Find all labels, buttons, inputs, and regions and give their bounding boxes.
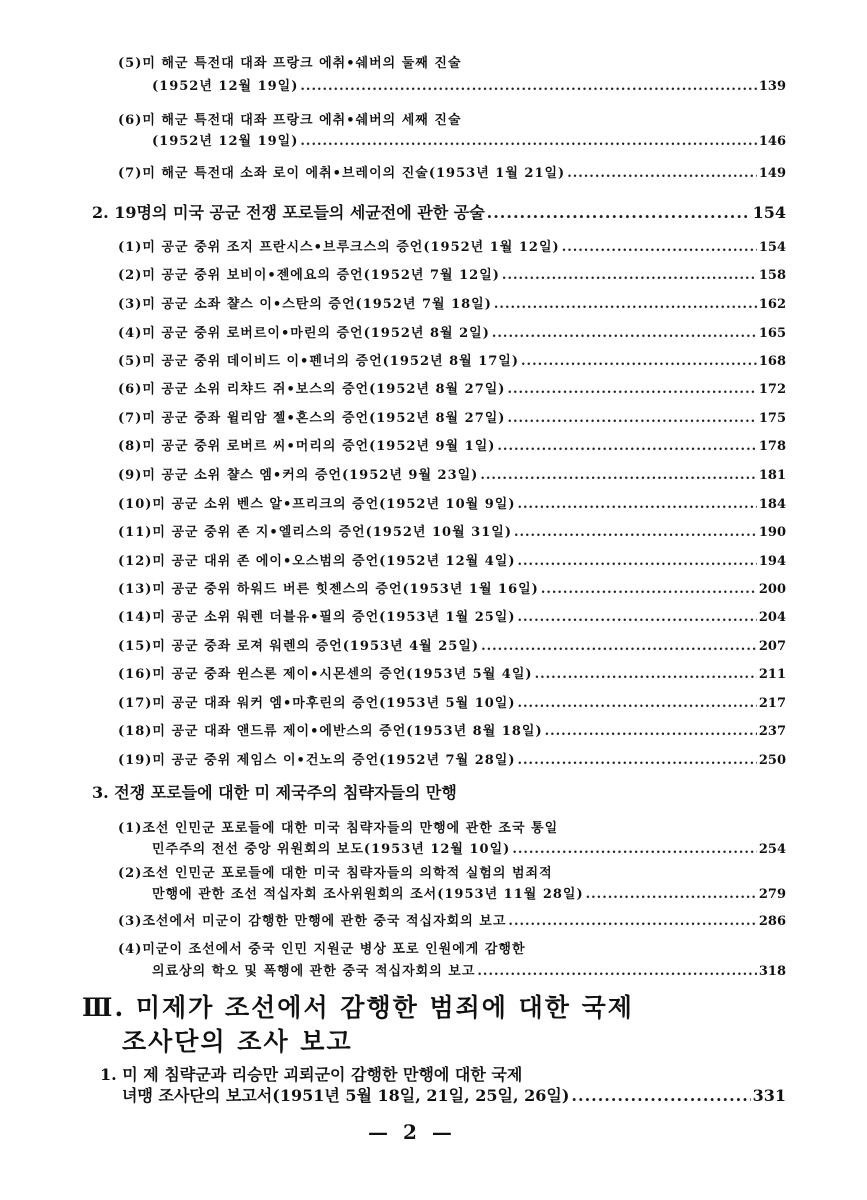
toc-entry-title: (7)미 해군 특전대 소좌 로이 에취•브레이의 진술(1953년 1월 21일) bbox=[118, 166, 566, 181]
toc-entry-title: (6)미 공군 소위 리챠드 쥐•보스의 증언(1952년 8월 27일) bbox=[118, 382, 506, 397]
toc-entry bbox=[152, 130, 786, 149]
toc-entry-page: 181 bbox=[758, 468, 786, 483]
toc-entry-page: 207 bbox=[758, 639, 786, 654]
toc-entry-page: 279 bbox=[758, 887, 786, 902]
toc-entry-page: 211 bbox=[758, 667, 786, 682]
toc-entry bbox=[152, 838, 786, 857]
leader-dots bbox=[480, 468, 757, 483]
toc-entry-line1: 1. 미 제 침략군과 리승만 괴뢰군이 감행한 만행에 대한 국제 bbox=[100, 1065, 523, 1084]
leader-dots bbox=[518, 610, 757, 625]
leader-dots bbox=[300, 79, 756, 94]
toc-entry-title: (4)미 공군 중위 로버르이•마린의 증언(1952년 8월 2일) bbox=[118, 326, 490, 341]
leader-dots bbox=[512, 842, 757, 857]
toc-entry-title: 의료상의 학오 및 폭행에 관한 중국 적십자회의 보고 bbox=[152, 964, 476, 979]
toc-entry-page: 217 bbox=[758, 696, 786, 711]
leader-dots bbox=[518, 753, 757, 768]
toc-entry bbox=[118, 606, 786, 625]
leader-dots bbox=[518, 696, 757, 711]
toc-entry bbox=[118, 293, 786, 312]
leader-dots bbox=[507, 382, 756, 397]
leader-dots bbox=[562, 240, 757, 255]
toc-entry-title: (1952년 12월 19일) bbox=[152, 134, 299, 149]
toc-entry bbox=[118, 550, 786, 569]
toc-entry bbox=[118, 378, 786, 397]
toc-entry-page: 254 bbox=[758, 842, 786, 857]
toc-entry-title: (8)미 공군 중위 로버르 씨•머리의 증언(1952년 9월 1일) bbox=[118, 439, 496, 454]
leader-dots bbox=[586, 887, 757, 902]
leader-dots bbox=[535, 667, 757, 682]
leader-dots bbox=[567, 166, 757, 181]
section-heading bbox=[92, 200, 786, 223]
leader-dots bbox=[508, 914, 756, 929]
leader-dots bbox=[497, 439, 756, 454]
toc-entry-title: (4)미군이 조선에서 중국 인민 지원군 병상 포로 인원에게 감행한 bbox=[118, 942, 526, 957]
toc-entry-title: (2)조선 인민군 포로들에 대한 미국 침략자들의 의학적 실험의 범죄적 bbox=[118, 866, 553, 881]
toc-entry-title: (14)미 공군 소위 워렌 더블유•필의 증언(1953년 1월 25일) bbox=[118, 610, 516, 625]
toc-entry bbox=[118, 521, 786, 540]
toc-entry bbox=[118, 493, 786, 512]
leader-dots bbox=[502, 268, 757, 283]
toc-entry bbox=[118, 862, 786, 881]
toc-entry bbox=[118, 910, 786, 929]
toc-entry bbox=[118, 236, 786, 255]
toc-entry bbox=[118, 635, 786, 654]
toc-entry bbox=[118, 692, 786, 711]
leader-dots bbox=[521, 354, 757, 369]
toc-entry bbox=[118, 749, 786, 768]
toc-entry-page: 331 bbox=[752, 1086, 786, 1105]
toc-entry-page: 286 bbox=[758, 914, 786, 929]
toc-entry bbox=[118, 938, 786, 957]
toc-entry-page: 190 bbox=[758, 525, 786, 540]
toc-entry-page: 237 bbox=[758, 724, 786, 739]
toc-entry-title: (11)미 공군 중위 존 지•엘리스의 증언(1952년 10월 31일) bbox=[118, 525, 512, 540]
toc-entry-page: 172 bbox=[758, 382, 786, 397]
toc-entry bbox=[118, 52, 786, 71]
toc-entry bbox=[118, 720, 786, 739]
toc-entry-page: 200 bbox=[758, 582, 786, 597]
toc-entry-page: 149 bbox=[758, 166, 786, 181]
toc-entry-title: (10)미 공군 소위 벤스 알•프리크의 증언(1952년 10월 9일) bbox=[118, 497, 516, 512]
toc-entry-title: (7)미 공군 중좌 윌리암 젤•혼스의 증언(1952년 8월 27일) bbox=[118, 411, 506, 426]
leader-dots bbox=[541, 582, 757, 597]
toc-entry bbox=[118, 350, 786, 369]
toc-entry-page: 178 bbox=[758, 439, 786, 454]
leader-dots bbox=[477, 964, 756, 979]
toc-entry-title: (1)조선 인민군 포로들에 대한 미국 침략자들의 만행에 관한 조국 통일 bbox=[118, 821, 559, 836]
toc-entry-title: 녀맹 조사단의 보고서(1951년 5월 18일, 21일, 25일, 26일) bbox=[122, 1086, 570, 1105]
toc-entry-title: 만행에 관한 조선 적십자회 조사위원회의 조서(1953년 11월 28일) bbox=[152, 887, 584, 902]
leader-dots bbox=[518, 554, 757, 569]
part-heading-line2: 조사단의 조사 보고 bbox=[122, 1027, 353, 1056]
toc-entry bbox=[152, 883, 786, 902]
toc-entry-page: 175 bbox=[758, 411, 786, 426]
toc-entry-title: (13)미 공군 중위 하워드 버른 힛젠스의 증언(1953년 1월 16일) bbox=[118, 582, 539, 597]
toc-entry-title: (18)미 공군 대좌 앤드류 제이•에반스의 증언(1953년 8월 18일) bbox=[118, 724, 543, 739]
toc-entry-title: (3)조선에서 미군이 감행한 만행에 관한 중국 적십자회의 보고 bbox=[118, 914, 507, 929]
toc-entry bbox=[152, 960, 786, 979]
toc-entry-title: (9)미 공군 소위 챨스 엠•커의 증언(1952년 9월 23일) bbox=[118, 468, 479, 483]
toc-entry-page: 158 bbox=[758, 268, 786, 283]
part-heading-line1: Ⅲ. 미제가 조선에서 감행한 범죄에 대한 국제 bbox=[82, 993, 634, 1022]
toc-entry bbox=[118, 464, 786, 483]
toc-entry-page: 318 bbox=[758, 964, 786, 979]
leader-dots bbox=[494, 297, 757, 312]
page-number: — 2 — bbox=[368, 1120, 456, 1144]
toc-entry-page: 184 bbox=[758, 497, 786, 512]
toc-entry bbox=[118, 407, 786, 426]
toc-entry bbox=[118, 264, 786, 283]
toc-entry-page: 139 bbox=[758, 79, 786, 94]
toc-entry-page: 168 bbox=[758, 354, 786, 369]
toc-entry-page: 154 bbox=[758, 240, 786, 255]
toc-entry bbox=[118, 109, 786, 128]
leader-dots bbox=[507, 411, 756, 426]
leader-dots bbox=[571, 1086, 750, 1105]
toc-entry-page: 250 bbox=[758, 753, 786, 768]
leader-dots bbox=[514, 525, 757, 540]
toc-entry bbox=[118, 435, 786, 454]
toc-entry-title: (2)미 공군 중위 보비이•젠에요의 증언(1952년 7월 12일) bbox=[118, 268, 500, 283]
toc-entry-title: 민주주의 전선 중앙 위원회의 보도(1953년 12월 10일) bbox=[152, 842, 511, 857]
toc-entry-page: 162 bbox=[758, 297, 786, 312]
toc-entry-page: 194 bbox=[758, 554, 786, 569]
toc-entry-page: 165 bbox=[758, 326, 786, 341]
section-heading bbox=[92, 780, 786, 803]
leader-dots bbox=[545, 724, 757, 739]
leader-dots bbox=[487, 203, 751, 222]
section-title: 2. 19명의 미국 공군 전쟁 포로들의 세균전에 관한 공술 bbox=[92, 203, 485, 222]
toc-entry-title: (12)미 공군 대위 존 에이•오스범의 증언(1952년 12월 4일) bbox=[118, 554, 516, 569]
toc-entry-title: (1952년 12월 19일) bbox=[152, 79, 299, 94]
toc-entry bbox=[118, 322, 786, 341]
toc-entry-title: (15)미 공군 중좌 로져 워렌의 증언(1953년 4월 25일) bbox=[118, 639, 480, 654]
leader-dots bbox=[518, 497, 757, 512]
section-page: 154 bbox=[752, 203, 786, 222]
toc-entry-title: (3)미 공군 소좌 챨스 이•스탄의 증언(1952년 7월 18일) bbox=[118, 297, 492, 312]
toc-entry-title: (16)미 공군 중좌 윈스론 제이•시몬센의 증언(1953년 5월 4일) bbox=[118, 667, 533, 682]
toc-entry-title: (1)미 공군 중위 조지 프란시스•브루크스의 증언(1952년 1월 12일) bbox=[118, 240, 560, 255]
toc-entry-page: 204 bbox=[758, 610, 786, 625]
toc-entry bbox=[118, 578, 786, 597]
leader-dots bbox=[481, 639, 757, 654]
toc-entry bbox=[118, 817, 786, 836]
toc-entry-title: (5)미 공군 중위 데이비드 이•펜너의 증언(1952년 8월 17일) bbox=[118, 354, 520, 369]
toc-entry bbox=[118, 162, 786, 181]
leader-dots bbox=[300, 134, 756, 149]
toc-entry-page: 146 bbox=[758, 134, 786, 149]
toc-entry-title: (19)미 공군 중위 제임스 이•건노의 증언(1952년 7월 28일) bbox=[118, 753, 516, 768]
section-title: 3. 전쟁 포로들에 대한 미 제국주의 침략자들의 만행 bbox=[92, 783, 457, 802]
toc-entry-title: (5)미 해군 특전대 대좌 프랑크 에취•쉐버의 둘째 진술 bbox=[118, 56, 462, 71]
toc-entry bbox=[122, 1083, 786, 1106]
toc-entry-title: (6)미 해군 특전대 대좌 프랑크 에취•쉐버의 세째 진술 bbox=[118, 113, 462, 128]
toc-entry bbox=[152, 75, 786, 94]
leader-dots bbox=[492, 326, 757, 341]
toc-entry bbox=[118, 663, 786, 682]
toc-entry-title: (17)미 공군 대좌 워커 엠•마후린의 증언(1953년 5월 10일) bbox=[118, 696, 516, 711]
